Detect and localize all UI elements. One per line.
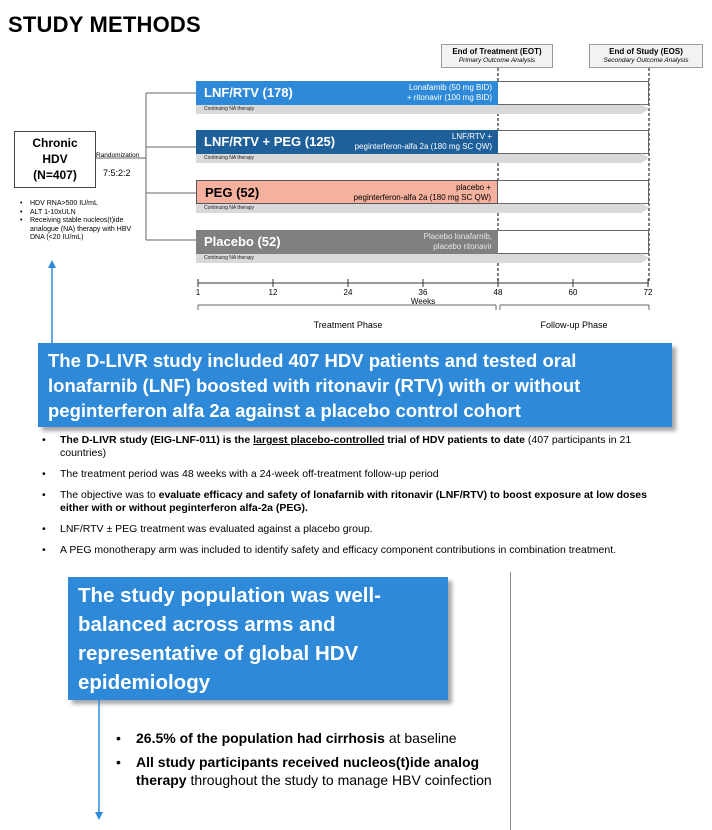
list-item: • A PEG monotherapy arm was included to identify safety and efficacy component contributions in combination treatment.	[38, 544, 658, 557]
na-arrow-icon	[641, 104, 649, 114]
criteria-item: • HDV RNA>500 IU/mL	[20, 200, 98, 207]
weeks-label: Weeks	[410, 297, 436, 306]
arm-placebo	[196, 230, 498, 254]
arm-followup-box	[498, 230, 649, 254]
arm-label: Placebo (52)	[204, 234, 281, 249]
chronic-line1: Chronic	[32, 136, 78, 150]
treatment-phase-label: Treatment Phase	[313, 320, 383, 330]
study-design-diagram	[0, 0, 712, 345]
list-item: • The objective was to evaluate efficacy and safety of lonafarnib with ritonavir (LNF/RTV) to boost exposure at low doses either with or without peginterferon alfa-2a (PEG).	[38, 489, 658, 515]
week-tick: 12	[268, 288, 278, 297]
week-tick: 72	[643, 288, 653, 297]
arm-label: PEG (52)	[205, 185, 260, 200]
list-item: • The treatment period was 48 weeks with a 24-week off-treatment follow-up period	[38, 468, 658, 481]
eos-subtitle: Secondary Outcome Analysis	[603, 57, 689, 64]
arm-label: LNF/RTV (178)	[204, 85, 293, 100]
arrow-down-icon	[90, 700, 110, 826]
inclusion-criteria	[20, 200, 138, 243]
eos-box	[589, 44, 703, 68]
page-title: STUDY METHODS	[8, 12, 201, 37]
list-item: • LNF/RTV ± PEG treatment was evaluated against a placebo group.	[38, 523, 658, 536]
chronic-line3: (N=407)	[33, 168, 77, 182]
na-therapy-bar: Continuing NA therapy	[196, 105, 641, 114]
arm-drug-text: placebo + peginterferon-alfa 2a (180 mg SC QW)	[353, 183, 491, 202]
arm-drug-text: LNF/RTV + peginterferon-alfa 2a (180 mg SC QW)	[354, 132, 492, 151]
arm-drug-text: Lonafarnib (50 mg BID) + ritonavir (100 mg BID)	[406, 83, 492, 102]
callout-study-overview: The D-LIVR study included 407 HDV patients and tested oral lonafarnib (LNF) boosted with ritonavir (RTV) with or without peginterferon alfa 2a against a placebo control cohort	[38, 343, 672, 427]
chronic-hdv-box	[14, 131, 96, 188]
na-arrow-icon	[641, 253, 649, 263]
arm-followup-box	[498, 81, 649, 105]
arm-lnf-rtv-peg	[196, 130, 498, 154]
na-arrow-icon	[641, 153, 649, 163]
randomization-label: Randomization	[96, 152, 140, 159]
arm-peg	[196, 180, 498, 204]
arm-followup-box	[498, 180, 649, 204]
na-therapy-bar: Continuing NA therapy	[196, 154, 641, 163]
chronic-line2: HDV	[42, 152, 68, 166]
list-item: • All study participants received nucleos(t)ide analog therapy throughout the study to manage HBV coinfection	[114, 753, 494, 789]
na-therapy-bar: Continuing NA therapy	[196, 204, 641, 213]
followup-phase-label: Follow-up Phase	[540, 320, 608, 330]
list-item: • The D-LIVR study (EIG-LNF-011) is the largest placebo-controlled trial of HDV patients to date (407 participants in 21 countries)	[38, 434, 658, 460]
criteria-item: • Receiving stable nucleos(t)ide analogue (NA) therapy with HBV DNA (<20 IU/mL)	[20, 217, 132, 241]
eot-box	[441, 44, 553, 68]
criteria-item: • ALT 1-10xULN	[20, 208, 76, 216]
study-bullets	[38, 434, 658, 565]
callout-study-population: The study population was well-balanced across arms and representative of global HDV epidemiology	[68, 577, 448, 700]
week-tick: 48	[493, 288, 503, 297]
arm-label: LNF/RTV + PEG (125)	[204, 134, 336, 149]
arm-drug-text: Placebo lonafarnib, placebo ritonavir	[423, 232, 492, 251]
arm-lnf-rtv	[196, 81, 498, 105]
eos-title: End of Study (EOS)	[609, 47, 683, 56]
week-tick: 60	[568, 288, 578, 297]
list-item: • 26.5% of the population had cirrhosis at baseline	[114, 729, 494, 747]
arm-followup-box	[498, 130, 649, 154]
divider-line	[510, 572, 511, 830]
week-tick: 24	[343, 288, 353, 297]
na-arrow-icon	[641, 203, 649, 213]
eot-title: End of Treatment (EOT)	[452, 47, 542, 56]
randomization-ratio: 7:5:2:2	[103, 168, 131, 178]
week-tick: 1	[195, 288, 201, 297]
week-tick: 36	[418, 288, 428, 297]
na-therapy-bar: Continuing NA therapy	[196, 254, 641, 263]
eot-subtitle: Primary Outcome Analysis	[458, 57, 536, 64]
population-bullets	[114, 729, 494, 795]
